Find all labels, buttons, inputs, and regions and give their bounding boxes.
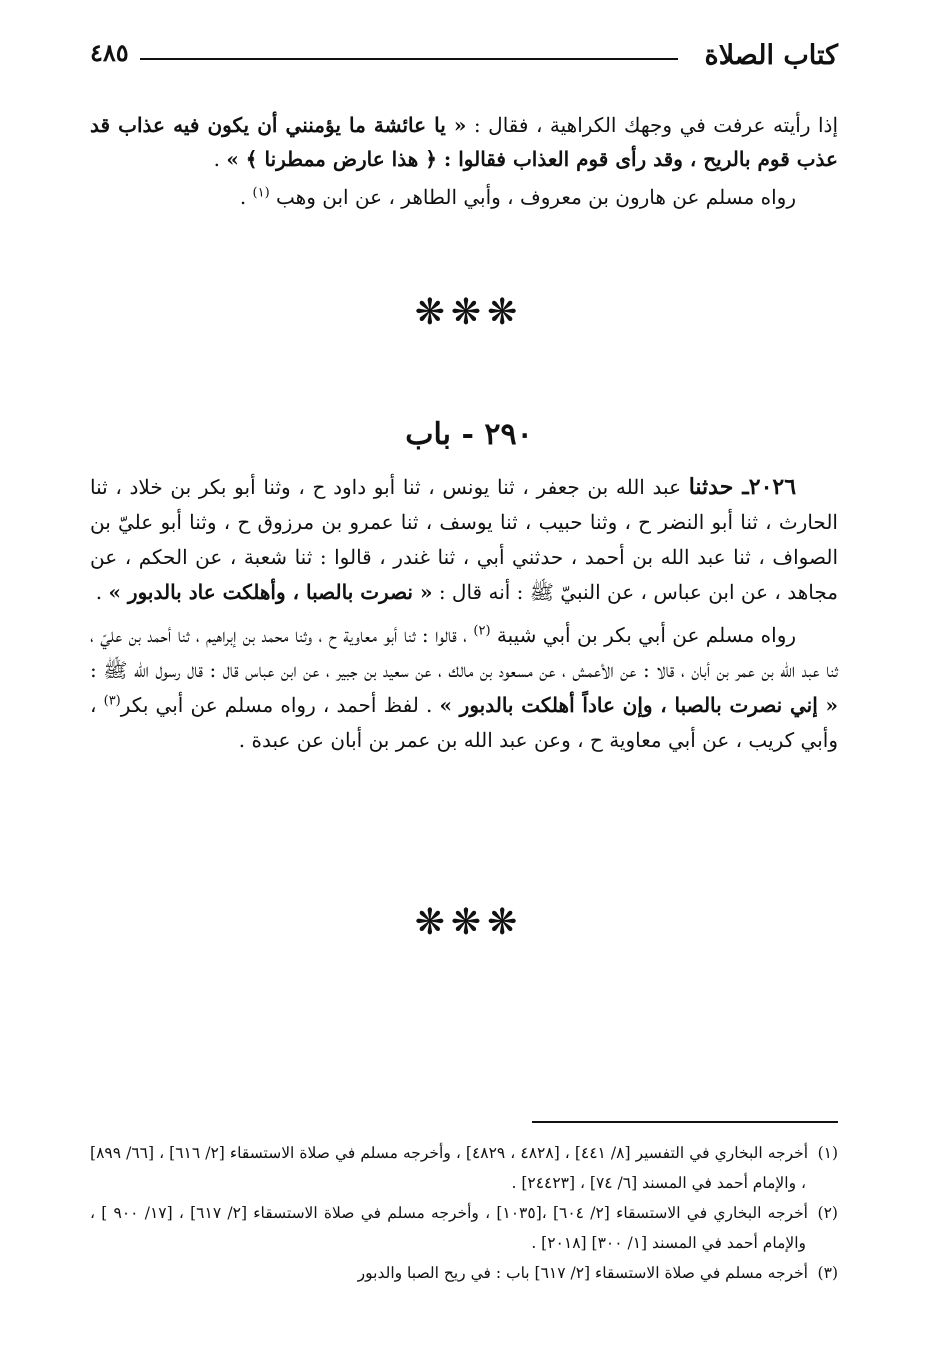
hadith-paragraph	[90, 470, 838, 610]
narration-end: .	[213, 147, 227, 171]
footnote-text: أخرجه البخاري في الاستسقاء [٢/ ٦٠٤] ،[١٠٣٥] ، وأخرجه مسلم في صلاة الاستسقاء [٢/ ٦١٧] ، [١٧/ ٩٠٠ ] ، والإمام أحمد في المسند [١/ ٣٠٠] [٢٠١٨] .	[90, 1204, 808, 1252]
narration-quote: « يا عائشة ما يؤمنني أن يكون فيه عذاب قد عذب قوم بالريح ، وقد رأى قوم العذاب فقالوا : ﴿ هذا عارض ممطرنا ﴾ »	[90, 113, 838, 171]
footnotes	[90, 1138, 838, 1288]
attribution-end: .	[239, 185, 253, 209]
hadith-end-a: .	[95, 580, 109, 604]
hadith-chain-b-after: . لفظ أحمد ، رواه مسلم عن أبي بكر	[120, 693, 440, 717]
header-rule	[140, 58, 678, 60]
hadith-quote-a: « نصرت بالصبا ، وأهلكت عاد بالدبور »	[108, 580, 433, 604]
hadith-chain-a: عبد الله بن جعفر ، ثنا يونس ، ثنا أبو داود ح ، وثنا أبو بكر بن خلاد ، ثنا الحارث ، ثنا أبو النضر ح ، وثنا حبيب ، ثنا يوسف ، ثنا عمرو بن مرزوق ح ، وثنا أبو عليّ بن الصواف ، ثنا عبد الله بن أحمد ، حدثني أبي ، ثنا غندر ، قالوا : ثنا شعبة ، عن الحكم ، عن مجاهد ، عن ابن عباس ، عن النبيّ ﷺ : أنه قال :	[90, 475, 838, 604]
footnote-label: (٣)	[817, 1264, 838, 1282]
hadith-chain-b-end: ، وأبي كريب ، عن أبي معاوية ح ، وعن عبد الله بن عمر بن أبان عن عبدة .	[90, 693, 838, 752]
header-title: كتاب الصلاة	[704, 40, 838, 71]
hadith-quote-b: « إني نصرت بالصبا ، وإن عاداً أهلكت بالدبور »	[439, 693, 839, 717]
footnote-label: (١)	[817, 1144, 839, 1162]
page-number: ٤٨٥	[90, 38, 129, 67]
footnote-3	[90, 1258, 838, 1288]
footnote-ref-2: (٢)	[473, 623, 491, 639]
hadith-chain-b-start: رواه مسلم عن أبي بكر بن أبي شيبة	[496, 623, 797, 647]
top-text-block	[90, 108, 838, 214]
footnote-text: أخرجه مسلم في صلاة الاستسقاء [٢/ ٦١٧] باب : في ريح الصبا والدبور	[357, 1264, 808, 1282]
hadith-chain-b-mid: ، قالوا : ثنا أبو معاوية ح ، وثنا محمد بن إبراهيم ، ثنا أحمد بن عليّ ، ثنا عبد الله بن عمر بن أبان ، قالا : عن الأعمش ، عن مسعود بن مالك ، عن سعيد بن جبير ، عن ابن عباس قال : قال رسول الله ﷺ :	[90, 623, 838, 682]
footnote-label: (٢)	[817, 1204, 838, 1222]
footnote-2	[90, 1198, 838, 1258]
footnote-ref-3: (٣)	[103, 693, 121, 709]
narration-plain: إذا رأيته عرفت في وجهك الكراهية ، فقال :	[466, 113, 839, 137]
running-header	[90, 34, 838, 80]
hadith-block	[90, 470, 838, 758]
hadith-lead: ـ حدثنا	[688, 474, 749, 500]
hadith-second-paragraph	[90, 618, 838, 758]
footnote-1	[90, 1138, 838, 1198]
attribution-paragraph	[90, 180, 838, 214]
chapter-heading: ٢٩٠ - باب	[405, 417, 533, 452]
ornament-separator-1: ❋❋❋	[414, 292, 524, 333]
footnote-text: أخرجه البخاري في التفسير [٨/ ٤٤١] ، [٤٨٢٨ ، ٤٨٢٩] ، وأخرجه مسلم في صلاة الاستسقاء [٢/ ٦١٦] ، [٦٦/ ٨٩٩] ، والإمام أحمد في المسند [٦/ ٧٤] ، [٢٤٤٢٣] .	[90, 1144, 809, 1192]
narration-paragraph	[90, 108, 838, 176]
ornament-separator-2: ❋❋❋	[414, 902, 524, 943]
footnote-ref-1: (١)	[252, 185, 270, 201]
hadith-number: ٢٠٢٦	[748, 474, 797, 500]
footnote-rule	[532, 1121, 838, 1123]
attribution-text: رواه مسلم عن هارون بن معروف ، وأبي الطاهر ، عن ابن وهب	[276, 185, 796, 209]
